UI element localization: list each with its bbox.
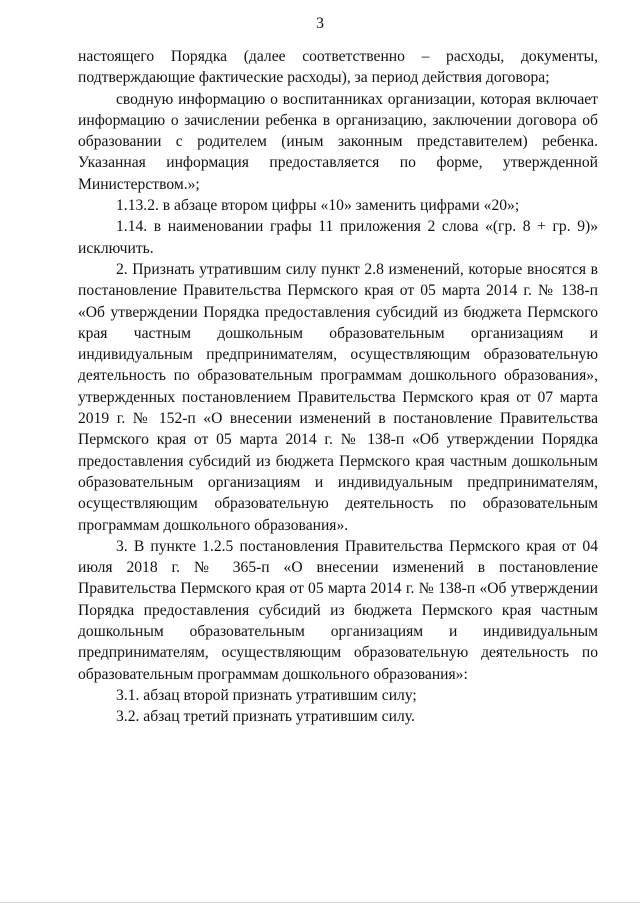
page-bottom-edge: [0, 902, 640, 903]
paragraph-item-3-2: 3.2. абзац третий признать утратившим силу.: [116, 708, 415, 726]
page-number: 3: [316, 15, 324, 32]
paragraph-summary-info: сводную информацию о воспитанниках организации, которая включает информацию о зачислении ребенка в организацию, заключении договора об образовании с родителем (иным законным представителем) ребенка. Указанная информация предоставляется по форме, утвержденной Министерством.»;: [78, 90, 598, 193]
paragraph-item-1-13-2: 1.13.2. в абзаце втором цифры «10» заменить цифрами «20»;: [116, 197, 520, 215]
paragraph-item-3-1: 3.1. абзац второй признать утратившим силу;: [116, 686, 417, 704]
paragraph-continuation: настоящего Порядка (далее соответственно – расходы, документы, подтверждающие фактические расходы), за период действия договора;: [78, 48, 598, 87]
paragraph-item-3: 3. В пункте 1.2.5 постановления Правительства Пермского края от 04 июля 2018 г. № 365-п «О внесении изменений в постановление Правительства Пермского края от 05 марта 2014 г. № 138-п «Об утверждении Порядка предоставления субсидий из бюджета Пермского края частным дошкольным образовательным организациям и индивидуальным предпринимателям, осуществляющим образовательную деятельность по образовательным программам дошкольного образования»:: [78, 537, 598, 683]
paragraph-item-1-14: 1.14. в наименовании графы 11 приложения 2 слова «(гр. 8 + гр. 9)» исключить.: [78, 218, 598, 257]
document-body: [78, 46, 598, 728]
paragraph-item-2: 2. Признать утратившим силу пункт 2.8 изменений, которые вносятся в постановление Правительства Пермского края от 05 марта 2014 г. № 138-п «Об утверждении Порядка предоставления субсидий из бюджета Пермского края частным дошкольным образовательным организациям и индивидуальным предпринимателям, осуществляющим образовательную деятельность по образовательным программам дошкольного образования», утвержденных постановлением Правительства Пермского края от 07 марта 2019 г. № 152-п «О внесении изменений в постановление Правительства Пермского края от 05 марта 2014 г. № 138-п «Об утверждении Порядка предоставления субсидий из бюджета Пермского края частным дошкольным образовательным организациям и индивидуальным предпринимателям, осуществляющим образовательную деятельность по образовательным программам дошкольного образования».: [78, 260, 598, 534]
